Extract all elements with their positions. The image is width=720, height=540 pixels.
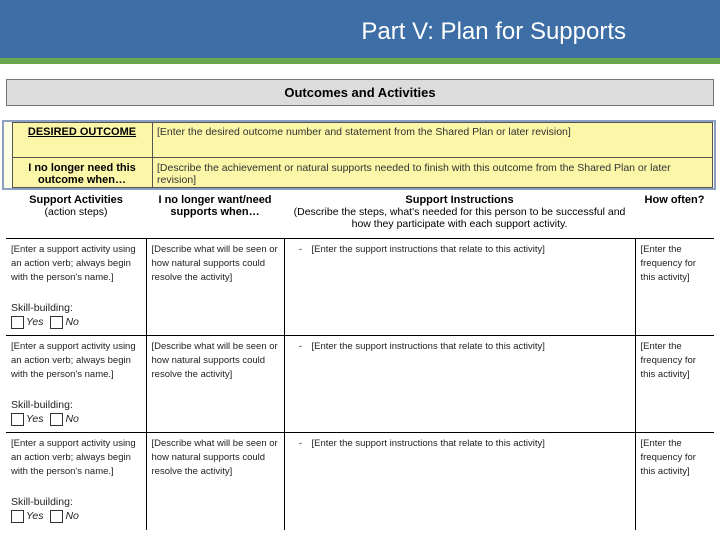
skill-building-label: Skill-building:	[11, 302, 73, 314]
slide-title: Part V: Plan for Supports	[361, 18, 626, 45]
bullet-dash: -	[298, 341, 303, 352]
col-header-activities: Support Activities (action steps)	[6, 192, 146, 239]
bullet-dash: -	[298, 438, 303, 449]
skill-building	[11, 301, 141, 329]
yes-label: Yes	[26, 510, 44, 522]
col-header-instructions: Support Instructions (Describe the steps, what's needed for this person to be successful and how they participate with each support activity.	[284, 192, 635, 239]
no-longer-cell[interactable]: [Describe what will be seen or how natural supports could resolve the activity]	[146, 239, 284, 336]
table-row	[6, 336, 714, 433]
no-label: No	[65, 510, 79, 522]
col-header-how-often: How often?	[635, 192, 714, 239]
outcome-box	[2, 120, 716, 190]
no-longer-need-label: I no longer need this outcome when…	[28, 162, 136, 186]
table-row	[6, 239, 714, 336]
yes-checkbox[interactable]	[11, 510, 24, 523]
instructions-cell[interactable]	[284, 433, 635, 530]
desired-outcome-label: DESIRED OUTCOME	[27, 126, 137, 138]
no-longer-need-text[interactable]: [Describe the achievement or natural supports needed to finish with this outcome from the Shared Plan or later revision]	[157, 162, 671, 186]
no-checkbox[interactable]	[50, 316, 63, 329]
bullet-dash: -	[298, 244, 303, 255]
activity-cell[interactable]	[6, 433, 146, 530]
yes-checkbox[interactable]	[11, 316, 24, 329]
title-accent-stripe	[0, 58, 720, 64]
no-longer-cell[interactable]: [Describe what will be seen or how natural supports could resolve the activity]	[146, 336, 284, 433]
no-label: No	[65, 413, 79, 425]
yes-label: Yes	[26, 316, 44, 328]
skill-building-label: Skill-building:	[11, 496, 73, 508]
col-header-no-longer: I no longer want/need supports when…	[146, 192, 284, 239]
table-row	[6, 433, 714, 530]
instructions-text: [Enter the support instructions that relate to this activity]	[311, 244, 545, 255]
skill-building	[11, 398, 141, 426]
no-label: No	[65, 316, 79, 328]
activity-cell[interactable]	[6, 336, 146, 433]
yes-checkbox[interactable]	[11, 413, 24, 426]
activity-text: [Enter a support activity using an action verb; always begin with the person's name.]	[11, 438, 136, 477]
support-activities-table	[6, 192, 714, 530]
activity-cell[interactable]	[6, 239, 146, 336]
frequency-cell[interactable]: [Enter the frequency for this activity]	[635, 336, 714, 433]
section-header: Outcomes and Activities	[6, 79, 714, 106]
skill-building	[11, 495, 141, 523]
instructions-text: [Enter the support instructions that relate to this activity]	[311, 438, 545, 449]
desired-outcome-text[interactable]: [Enter the desired outcome number and statement from the Shared Plan or later revision]	[157, 126, 571, 138]
instructions-cell[interactable]	[284, 336, 635, 433]
table-header-row	[6, 192, 714, 239]
no-checkbox[interactable]	[50, 510, 63, 523]
title-bar	[0, 0, 720, 64]
skill-building-label: Skill-building:	[11, 399, 73, 411]
no-checkbox[interactable]	[50, 413, 63, 426]
frequency-cell[interactable]: [Enter the frequency for this activity]	[635, 239, 714, 336]
instructions-cell[interactable]	[284, 239, 635, 336]
yes-label: Yes	[26, 413, 44, 425]
activity-text: [Enter a support activity using an action verb; always begin with the person's name.]	[11, 341, 136, 380]
no-longer-cell[interactable]: [Describe what will be seen or how natural supports could resolve the activity]	[146, 433, 284, 530]
frequency-cell[interactable]: [Enter the frequency for this activity]	[640, 438, 696, 477]
activity-text: [Enter a support activity using an action verb; always begin with the person's name.]	[11, 244, 136, 283]
instructions-text: [Enter the support instructions that relate to this activity]	[311, 341, 545, 352]
